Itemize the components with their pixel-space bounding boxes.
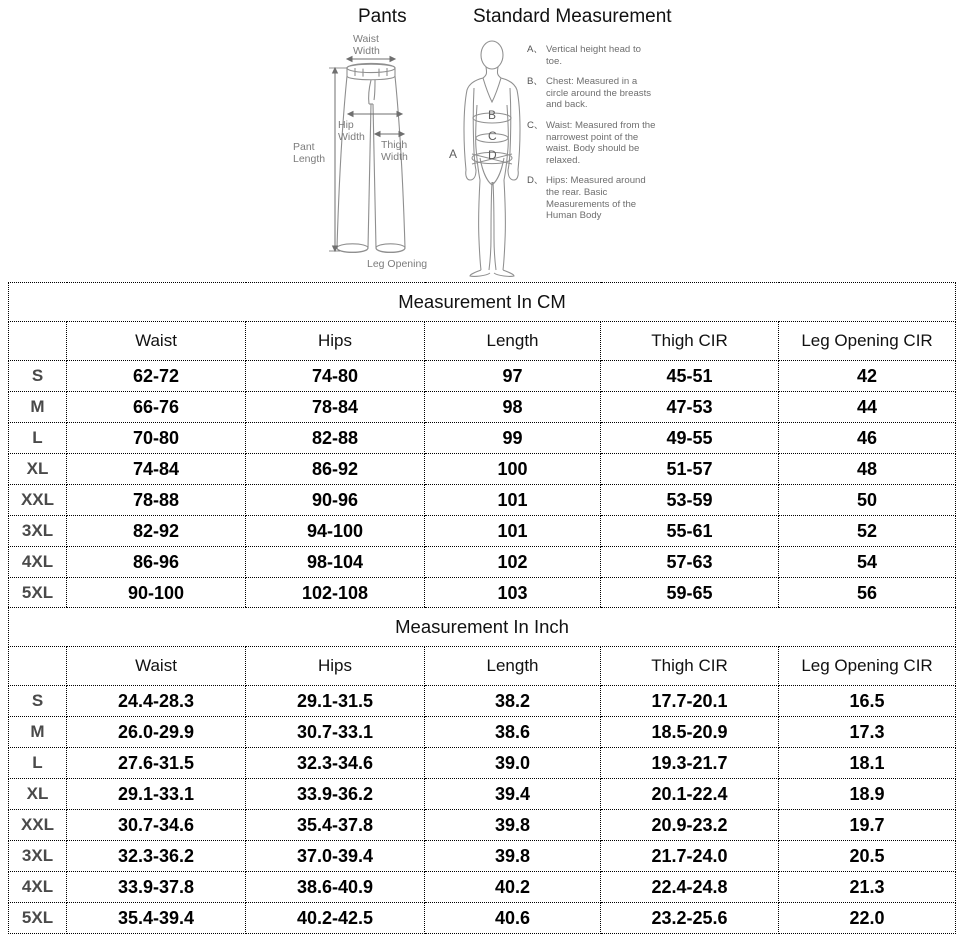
measurement-cell-thigh: 18.5-20.9	[601, 717, 779, 748]
measurement-cell-leg: 16.5	[779, 686, 956, 717]
table-row	[9, 810, 956, 841]
table-row	[9, 485, 956, 516]
column-header: Leg Opening CIR	[779, 322, 956, 361]
column-header: Length	[425, 322, 601, 361]
legend-item-c	[527, 120, 659, 166]
measurement-cell-leg: 21.3	[779, 872, 956, 903]
measurement-cell-hips: 86-92	[246, 454, 425, 485]
measurement-cell-waist: 33.9-37.8	[67, 872, 246, 903]
measurement-cell-leg: 44	[779, 392, 956, 423]
measurement-cell-length: 103	[425, 578, 601, 609]
measurement-cell-leg: 48	[779, 454, 956, 485]
measurement-cell-leg: 17.3	[779, 717, 956, 748]
measurement-cell-thigh: 53-59	[601, 485, 779, 516]
legend-item-a	[527, 44, 659, 67]
measurement-cell-hips: 38.6-40.9	[246, 872, 425, 903]
measurement-cell-waist: 27.6-31.5	[67, 748, 246, 779]
measurement-cell-leg: 42	[779, 361, 956, 392]
column-header: Length	[425, 647, 601, 686]
measurement-cell-hips: 35.4-37.8	[246, 810, 425, 841]
column-header-size	[9, 647, 67, 686]
measurement-cell-length: 40.2	[425, 872, 601, 903]
measurement-cell-leg: 56	[779, 578, 956, 609]
size-label-cell: 3XL	[9, 841, 67, 872]
column-header: Hips	[246, 647, 425, 686]
measurement-cell-thigh: 20.9-23.2	[601, 810, 779, 841]
measurement-cell-waist: 26.0-29.9	[67, 717, 246, 748]
size-label-cell: L	[9, 748, 67, 779]
measurement-cell-thigh: 45-51	[601, 361, 779, 392]
hip-width-line1: Hip	[338, 119, 354, 131]
body-marker-b: B	[488, 108, 497, 122]
measurement-cell-waist: 62-72	[67, 361, 246, 392]
measurement-cell-thigh: 55-61	[601, 516, 779, 547]
table-row	[9, 578, 956, 609]
measurement-cell-length: 101	[425, 516, 601, 547]
column-header: Waist	[67, 647, 246, 686]
table-row	[9, 454, 956, 485]
measurement-cell-waist: 70-80	[67, 423, 246, 454]
size-table-cm-body	[9, 283, 956, 609]
measurement-cell-waist: 32.3-36.2	[67, 841, 246, 872]
table-row	[9, 748, 956, 779]
measurement-cell-hips: 30.7-33.1	[246, 717, 425, 748]
waist-width-line2: Width	[353, 44, 380, 57]
measurement-cell-hips: 74-80	[246, 361, 425, 392]
table-caption: Measurement In Inch	[9, 608, 956, 647]
measurement-cell-length: 39.8	[425, 841, 601, 872]
measurement-cell-waist: 86-96	[67, 547, 246, 578]
measurement-cell-leg: 18.1	[779, 748, 956, 779]
pant-length-line1: Pant	[293, 141, 315, 153]
measurement-cell-thigh: 19.3-21.7	[601, 748, 779, 779]
standard-measurement-title: Standard Measurement	[473, 6, 672, 27]
measurement-cell-waist: 30.7-34.6	[67, 810, 246, 841]
measurement-cell-thigh: 21.7-24.0	[601, 841, 779, 872]
measurement-cell-waist: 66-76	[67, 392, 246, 423]
size-label-cell: 4XL	[9, 547, 67, 578]
table-row	[9, 872, 956, 903]
measurement-cell-length: 102	[425, 547, 601, 578]
measurement-cell-hips: 94-100	[246, 516, 425, 547]
table-row	[9, 547, 956, 578]
measurement-cell-length: 100	[425, 454, 601, 485]
measurement-cell-hips: 40.2-42.5	[246, 903, 425, 934]
measurement-cell-length: 38.2	[425, 686, 601, 717]
legend-key-c: C、	[527, 119, 544, 131]
measurement-cell-thigh: 20.1-22.4	[601, 779, 779, 810]
measurement-cell-length: 101	[425, 485, 601, 516]
size-label-cell: XXL	[9, 485, 67, 516]
size-label-cell: S	[9, 686, 67, 717]
measurement-cell-hips: 98-104	[246, 547, 425, 578]
measurement-cell-thigh: 23.2-25.6	[601, 903, 779, 934]
column-header: Thigh CIR	[601, 322, 779, 361]
measurement-cell-leg: 46	[779, 423, 956, 454]
legend-key-d: D、	[527, 175, 544, 187]
pants-label-waist-width	[353, 34, 380, 57]
legend-text-c: Waist: Measured from the narrowest point of the waist. Body should be relaxed.	[546, 119, 656, 166]
table-header-row	[9, 647, 956, 686]
size-label-cell: 4XL	[9, 872, 67, 903]
body-marker-a: A	[449, 147, 458, 161]
pants-label-thigh-width	[381, 140, 408, 163]
measurement-cell-thigh: 57-63	[601, 547, 779, 578]
size-label-cell: 3XL	[9, 516, 67, 547]
thigh-width-line2: Width	[381, 150, 408, 163]
measurement-cell-hips: 32.3-34.6	[246, 748, 425, 779]
size-label-cell: XL	[9, 779, 67, 810]
measurement-cell-length: 39.8	[425, 810, 601, 841]
size-label-cell: XL	[9, 454, 67, 485]
table-row	[9, 516, 956, 547]
size-label-cell: S	[9, 361, 67, 392]
column-header: Waist	[67, 322, 246, 361]
pants-label-leg-opening: Leg Opening	[367, 258, 428, 270]
size-label-cell: L	[9, 423, 67, 454]
measurement-cell-hips: 82-88	[246, 423, 425, 454]
table-caption-row	[9, 283, 956, 322]
size-label-cell: 5XL	[9, 903, 67, 934]
legend-key-a: A、	[527, 44, 543, 55]
table-row	[9, 903, 956, 934]
table-row	[9, 361, 956, 392]
measurement-legend	[527, 44, 659, 231]
size-table-inch-body	[9, 608, 956, 934]
column-header-size	[9, 322, 67, 361]
measurement-cell-waist: 35.4-39.4	[67, 903, 246, 934]
column-header: Hips	[246, 322, 425, 361]
pants-illustration	[285, 30, 450, 278]
measurement-cell-hips: 90-96	[246, 485, 425, 516]
measurement-cell-thigh: 22.4-24.8	[601, 872, 779, 903]
measurement-cell-thigh: 49-55	[601, 423, 779, 454]
measurement-cell-hips: 37.0-39.4	[246, 841, 425, 872]
waist-width-line1: Waist	[353, 33, 379, 45]
thigh-width-line1: Thigh	[381, 139, 408, 151]
size-label-cell: 5XL	[9, 578, 67, 609]
table-caption: Measurement In CM	[9, 283, 956, 322]
measurement-cell-hips: 78-84	[246, 392, 425, 423]
measurement-cell-thigh: 47-53	[601, 392, 779, 423]
measurement-cell-leg: 54	[779, 547, 956, 578]
measurement-cell-leg: 18.9	[779, 779, 956, 810]
pants-label-pant-length	[293, 142, 325, 165]
measurement-cell-thigh: 59-65	[601, 578, 779, 609]
pant-length-line2: Length	[293, 152, 326, 165]
measurement-cell-length: 38.6	[425, 717, 601, 748]
measurement-cell-thigh: 51-57	[601, 454, 779, 485]
hip-width-line2: Width	[338, 130, 365, 143]
measurement-cell-thigh: 17.7-20.1	[601, 686, 779, 717]
measurement-cell-waist: 29.1-33.1	[67, 779, 246, 810]
size-label-cell: M	[9, 392, 67, 423]
measurement-cell-length: 98	[425, 392, 601, 423]
measurement-cell-hips: 29.1-31.5	[246, 686, 425, 717]
body-marker-c: C	[488, 129, 497, 143]
measurement-cell-length: 40.6	[425, 903, 601, 934]
column-header: Leg Opening CIR	[779, 647, 956, 686]
size-label-cell: XXL	[9, 810, 67, 841]
legend-text-b: Chest: Measured in a circle around the breasts and back.	[546, 76, 652, 111]
measurement-cell-hips: 102-108	[246, 578, 425, 609]
measurement-cell-leg: 52	[779, 516, 956, 547]
table-row	[9, 841, 956, 872]
measurement-cell-hips: 33.9-36.2	[246, 779, 425, 810]
measurement-cell-leg: 22.0	[779, 903, 956, 934]
measurement-cell-length: 39.4	[425, 779, 601, 810]
table-row	[9, 779, 956, 810]
table-row	[9, 423, 956, 454]
table-row	[9, 686, 956, 717]
size-table-cm	[8, 282, 956, 609]
legend-key-b: B、	[527, 76, 543, 88]
size-table-inch	[8, 607, 956, 934]
measurement-cell-waist: 82-92	[67, 516, 246, 547]
measurement-cell-leg: 20.5	[779, 841, 956, 872]
pants-diagram-title: Pants	[358, 6, 407, 27]
measurement-cell-length: 39.0	[425, 748, 601, 779]
table-row	[9, 392, 956, 423]
measurement-diagram	[0, 0, 962, 278]
measurement-cell-waist: 90-100	[67, 578, 246, 609]
column-header: Thigh CIR	[601, 647, 779, 686]
measurement-cell-length: 97	[425, 361, 601, 392]
pants-label-hip-width	[338, 120, 365, 143]
measurement-cell-waist: 74-84	[67, 454, 246, 485]
body-figure-illustration	[450, 30, 535, 278]
size-label-cell: M	[9, 717, 67, 748]
measurement-cell-leg: 50	[779, 485, 956, 516]
legend-item-d	[527, 175, 659, 221]
measurement-cell-waist: 78-88	[67, 485, 246, 516]
legend-text-d: Hips: Measured around the rear. Basic Measurements of the Human Body	[546, 175, 646, 222]
measurement-cell-length: 99	[425, 423, 601, 454]
table-caption-row	[9, 608, 956, 647]
measurement-cell-waist: 24.4-28.3	[67, 686, 246, 717]
body-marker-d: D	[488, 148, 497, 162]
table-header-row	[9, 322, 956, 361]
table-row	[9, 717, 956, 748]
measurement-cell-leg: 19.7	[779, 810, 956, 841]
legend-text-a: Vertical height head to toe.	[546, 44, 641, 67]
legend-item-b	[527, 76, 659, 111]
